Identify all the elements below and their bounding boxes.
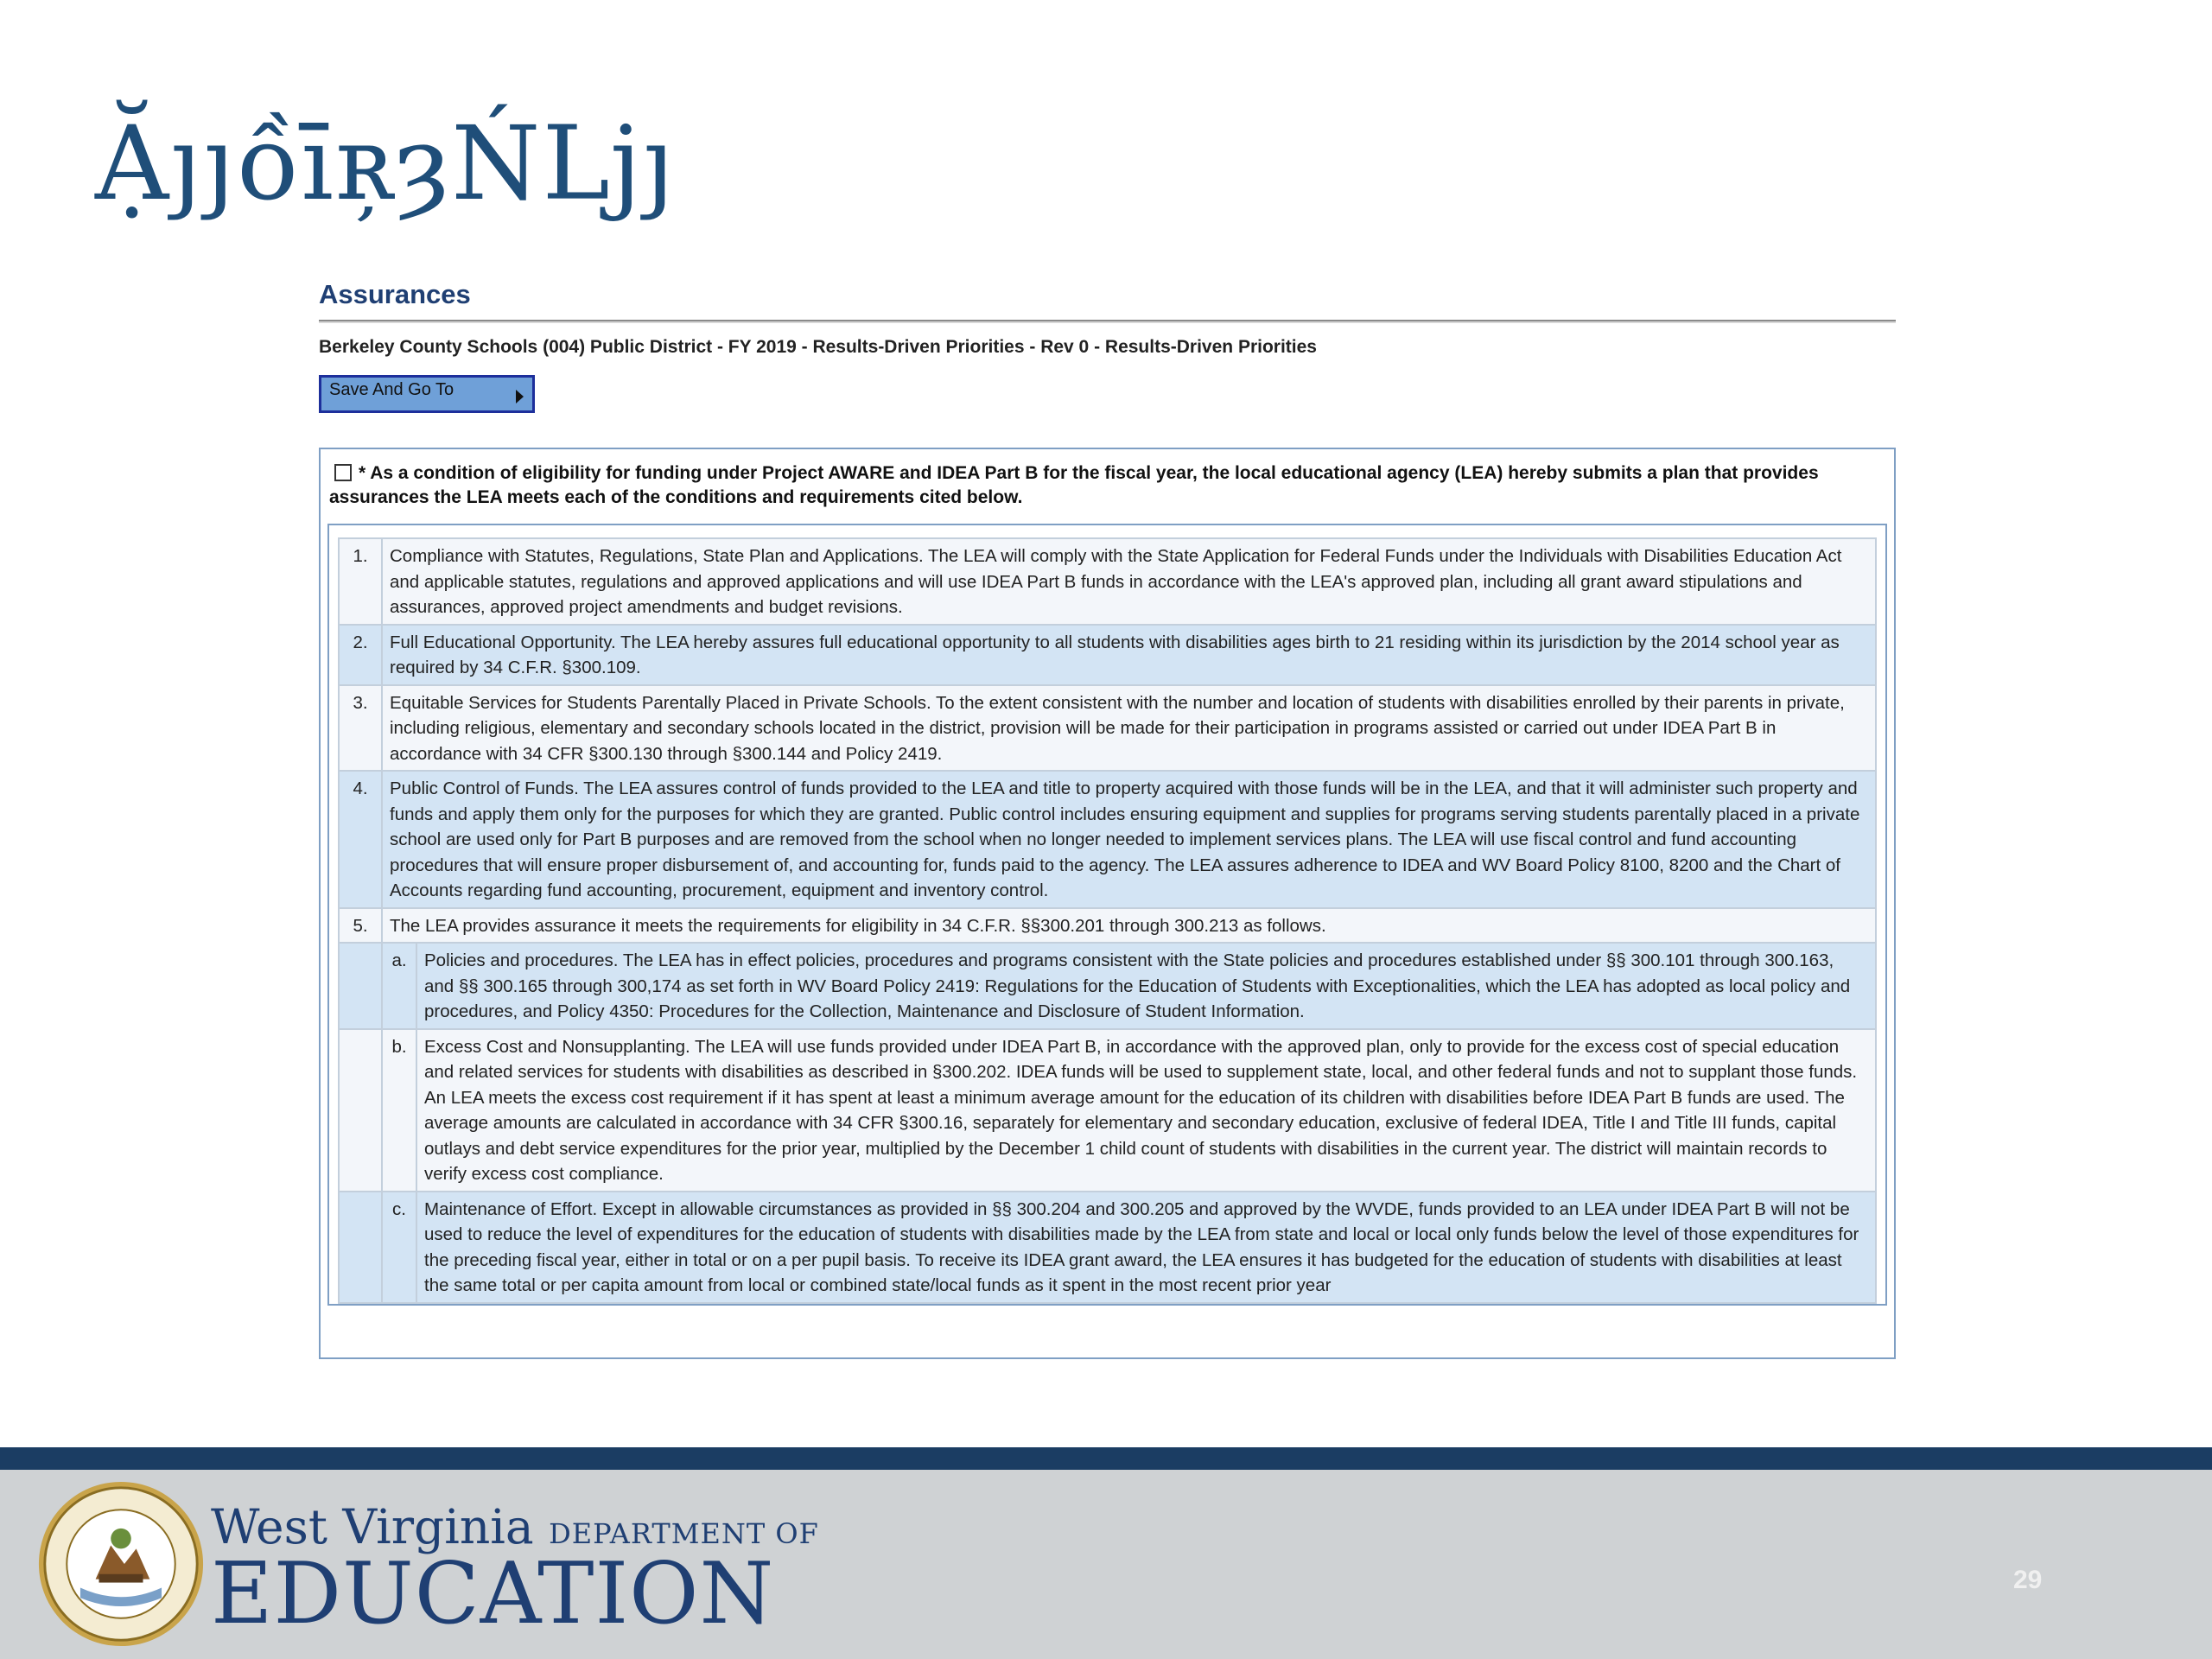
- item-number-blank: [339, 943, 382, 1029]
- wvde-logo: [211, 1499, 819, 1643]
- table-row: [339, 685, 1876, 772]
- condition-text: * As a condition of eligibility for funding under Project AWARE and IDEA Part B for the fiscal year, the local educational agency (LEA) hereby submits a plan that provides assurances the LEA meets each of the conditions and requirements cited below.: [329, 463, 1819, 507]
- save-and-go-to-button[interactable]: [319, 375, 535, 413]
- item-text: Full Educational Opportunity. The LEA hereby assures full educational opportunity to all students with disabilities ages birth to 21 residing within its jurisdiction by the 2014 school year as required by 34 C.F.R. §300.109.: [382, 625, 1876, 685]
- subitem-text: Excess Cost and Nonsupplanting. The LEA will use funds provided under IDEA Part B, in accordance with the approved plan, only to provide for the excess cost of special education and related services for students with disabilities as described in §300.202. IDEA funds will be used to supplement state, local, and other federal funds and not to supplant those funds. An LEA meets the excess cost requirement if it has spent at least a minimum average amount for the education of its children with disabilities before IDEA Part B funds are used. The average amounts are calculated in accordance with 34 CFR §300.16, separately for elementary and secondary education, exclusive of federal IDEA, Title I and Title III funds, capital outlays and debt service expenditures for the prior year, multiplied by the December 1 child count of students with disabilities in the current year. The district will maintain records to verify excess cost compliance.: [416, 1029, 1876, 1192]
- footer-band: [0, 1447, 2212, 1470]
- item-number-blank: [339, 1029, 382, 1192]
- subitem-text: Maintenance of Effort. Except in allowable circumstances as provided in §§ 300.204 and 300.205 and approved by the WVDE, funds provided to an LEA under IDEA Part B will not be used to reduce the level of expenditures for the education of students with disabilities made by the LEA from state and local or local only funds below the level of those expenditures for the preceding fiscal year, either in total or on a per pupil basis. To receive its IDEA grant award, the LEA ensures it has budgeted for the education of students with disabilities at least the same total or per capita amount from local or combined state/local funds as it spent in the most recent prior year: [416, 1192, 1876, 1303]
- slide-title: Ặյյồīʀ̦ȝŃǈյ: [95, 104, 677, 223]
- subitem-letter: a.: [382, 943, 416, 1029]
- table-row: [339, 625, 1876, 685]
- subitem-text: Policies and procedures. The LEA has in effect policies, procedures and programs consistent with the State policies and procedures established under §§ 300.101 through 300.163, and §§ 300.165 through 300,174 as set forth in WV Board Policy 2419: Regulations for the Education of Students with Exceptionalities, which the LEA has adopted as local policy and procedures, and Policy 4350: Procedures for the Collection, Maintenance and Disclosure of Student Information.: [416, 943, 1876, 1029]
- page-heading: Assurances: [319, 279, 471, 309]
- item-number: 3.: [339, 685, 382, 772]
- item-text: Public Control of Funds. The LEA assures control of funds provided to the LEA and title to property acquired with those funds will be in the LEA, and that it will administer such property and funds and apply them only for the purposes for which they are granted. Public control includes ensuring equipment and supplies for programs serving students parentally placed in a private school are used only for Part B purposes and are removed from the school when no longer needed to implement services plans. The LEA will use fiscal control and fund accounting procedures that will ensure proper disbursement of, and accounting for, funds paid to the agency. The LEA assures adherence to IDEA and WV Board Policy 8100, 8200 and the Chart of Accounts regarding fund accounting, procurement, equipment and inventory control.: [382, 771, 1876, 908]
- assurances-scroll-box[interactable]: [319, 448, 1896, 1359]
- heading-divider: [319, 320, 1896, 323]
- item-text: The LEA provides assurance it meets the requirements for eligibility in 34 C.F.R. §§300.201 through 300.213 as follows.: [382, 908, 1876, 944]
- checkbox-icon[interactable]: [334, 464, 352, 481]
- page-number: 29: [2013, 1566, 2043, 1594]
- table-row: [339, 908, 1876, 944]
- assurances-panel: [319, 276, 1896, 1359]
- item-text: Compliance with Statutes, Regulations, State Plan and Applications. The LEA will comply with the State Application for Federal Funds under the Individuals with Disabilities Education Act and applicable statutes, regulations and approved applications and will use IDEA Part B funds in accordance with the LEA's approved plan, including all grant award stipulations and assurances, approved project amendments and budget revisions.: [382, 538, 1876, 625]
- table-row: [339, 1192, 1876, 1303]
- logo-dept: DEPARTMENT OF: [549, 1517, 819, 1550]
- eligibility-condition: [321, 449, 1894, 518]
- item-text: Equitable Services for Students Parentally Placed in Private Schools. To the extent consistent with the number and location of students with disabilities enrolled by their parents in private, including religious, elementary and secondary schools located in the district, provision will be made for their participation in programs assisted or carried out under IDEA Part B in accordance with 34 CFR §300.130 through §300.144 and Policy 2419.: [382, 685, 1876, 772]
- caret-right-icon[interactable]: [516, 390, 524, 404]
- assurances-table: [338, 537, 1877, 1304]
- table-row: [339, 771, 1876, 908]
- table-row: [339, 943, 1876, 1029]
- item-number: 5.: [339, 908, 382, 944]
- logo-state-name: West Virginia: [211, 1499, 534, 1554]
- context-breadcrumb: Berkeley County Schools (004) Public District - FY 2019 - Results-Driven Priorities - Rev 0 - Results-Driven Priorities: [319, 337, 1317, 357]
- subitem-letter: b.: [382, 1029, 416, 1192]
- table-row: [339, 538, 1876, 625]
- assurances-list-box: [327, 524, 1887, 1306]
- state-seal-icon: [36, 1479, 206, 1649]
- table-row: [339, 1029, 1876, 1192]
- item-number: 1.: [339, 538, 382, 625]
- save-button-label: Save And Go To: [329, 380, 454, 399]
- item-number: 4.: [339, 771, 382, 908]
- item-number-blank: [339, 1192, 382, 1303]
- logo-education: EDUCATION: [211, 1545, 775, 1643]
- subitem-letter: c.: [382, 1192, 416, 1303]
- item-number: 2.: [339, 625, 382, 685]
